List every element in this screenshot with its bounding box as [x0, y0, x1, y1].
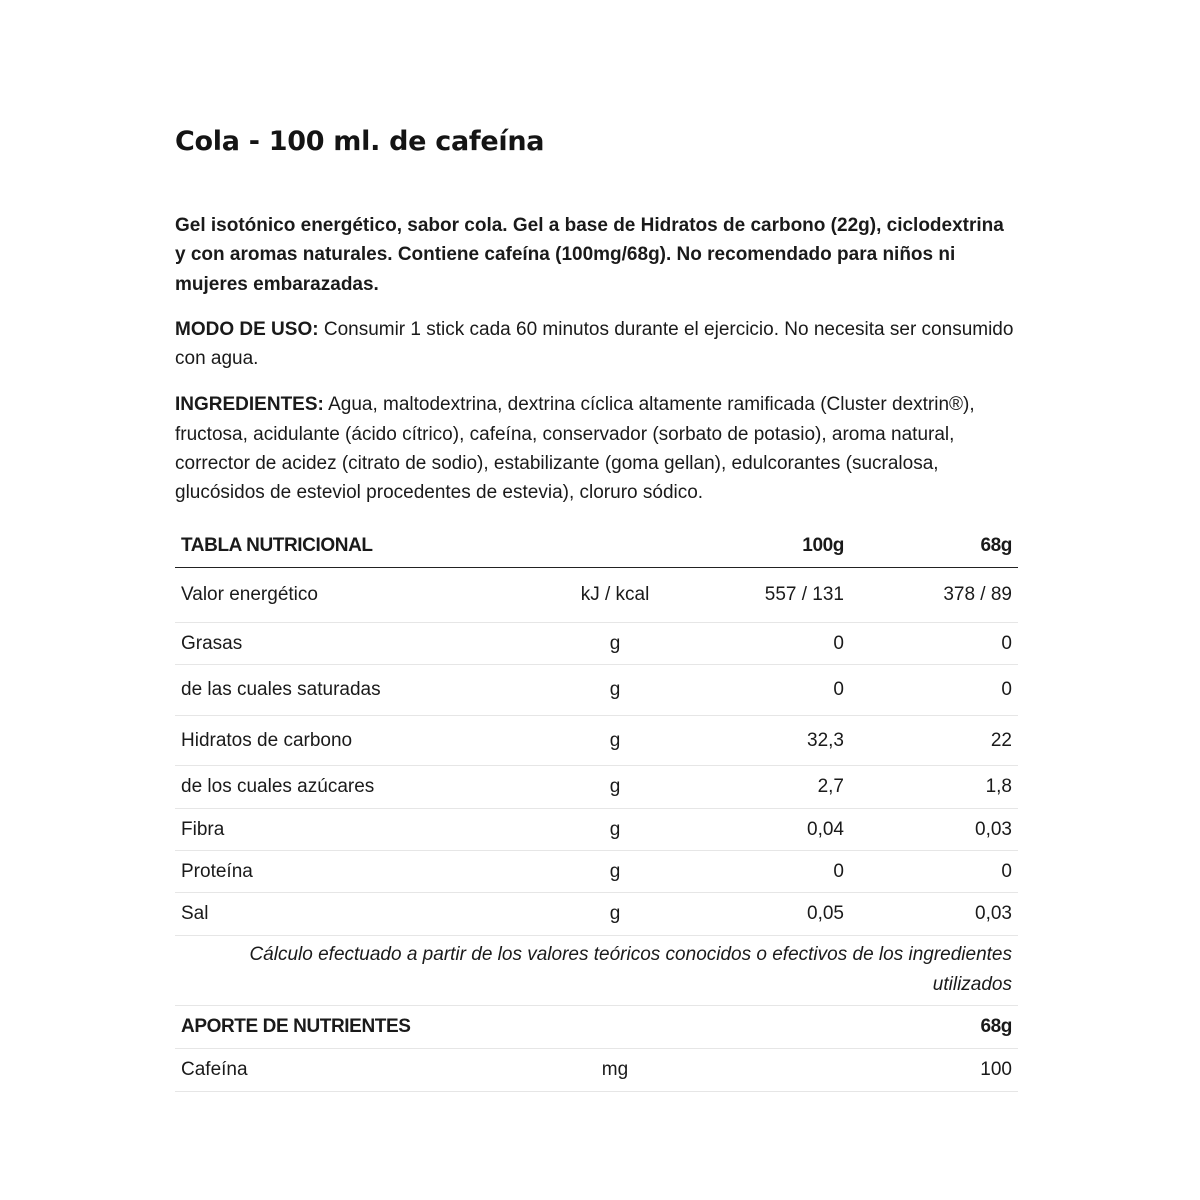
table-row: [175, 893, 1018, 936]
usage-text: Consumir 1 stick cada 60 minutos durante el ejercicio. No necesita ser consumido con agua.: [175, 318, 1014, 370]
value-per-68g: 0: [850, 665, 1018, 716]
column-header-68g: 68g: [850, 525, 1018, 568]
ingredients-paragraph: [175, 390, 1018, 507]
nutrient-unit: g: [545, 809, 685, 851]
nutrient-unit: kJ / kcal: [545, 568, 685, 623]
nutrition-table-header: [175, 525, 1018, 568]
value-per-68g: 0,03: [850, 893, 1018, 936]
nutrient-name: Cafeína: [175, 1049, 545, 1092]
table-row: [175, 766, 1018, 809]
nutrient-contribution-header: [175, 1006, 1018, 1049]
ingredients-text: Agua, maltodextrina, dextrina cíclica altamente ramificada (Cluster dextrin®), fructosa, acidulante (ácido cítrico), cafeína, conservador (sorbato de potasio), aroma natural, corrector de acidez (citrato de sodio), estabilizante (goma gellan), edulcorantes (sucralosa, glucósidos de esteviol procedentes de estevia), cloruro sódico.: [175, 394, 975, 504]
ingredients-label: INGREDIENTES:: [175, 394, 324, 416]
nutrient-name: Hidratos de carbono: [175, 716, 545, 766]
empty-cell: [685, 1049, 850, 1092]
nutrient-unit: g: [545, 665, 685, 716]
table-row: [175, 851, 1018, 893]
nutrient-name: Proteína: [175, 851, 545, 893]
nutrient-name: Grasas: [175, 623, 545, 665]
nutrient-unit: g: [545, 716, 685, 766]
value-per-68g: 0,03: [850, 809, 1018, 851]
usage-label: MODO DE USO:: [175, 318, 319, 340]
product-info: [175, 211, 1018, 508]
usage-paragraph: [175, 315, 1018, 374]
nutrient-unit: g: [545, 623, 685, 665]
value-per-100g: 0,04: [685, 809, 850, 851]
product-description: Gel isotónico energético, sabor cola. Gel a base de Hidratos de carbono (22g), ciclodextrina y con aromas naturales. Contiene cafeína (100mg/68g). No recomendado para niños ni mujeres embarazadas.: [175, 215, 1004, 295]
table-row: [175, 623, 1018, 665]
nutrient-contribution-title: APORTE DE NUTRIENTES: [175, 1006, 850, 1049]
value-per-100g: 32,3: [685, 716, 850, 766]
nutrient-unit: g: [545, 766, 685, 809]
value-per-68g: 1,8: [850, 766, 1018, 809]
value-per-68g: 378 / 89: [850, 568, 1018, 623]
value-per-68g: 100: [850, 1049, 1018, 1092]
calculation-note-row: [175, 936, 1018, 1006]
calculation-note: Cálculo efectuado a partir de los valores teóricos conocidos o efectivos de los ingredientes utilizados: [175, 936, 1018, 1006]
table-row: [175, 665, 1018, 716]
value-per-100g: 0,05: [685, 893, 850, 936]
nutrient-unit: g: [545, 851, 685, 893]
value-per-100g: 0: [685, 665, 850, 716]
nutrient-name: de las cuales saturadas: [175, 665, 545, 716]
value-per-100g: 0: [685, 851, 850, 893]
nutrient-name: de los cuales azúcares: [175, 766, 545, 809]
nutrient-unit: mg: [545, 1049, 685, 1092]
value-per-100g: 2,7: [685, 766, 850, 809]
value-per-100g: 0: [685, 623, 850, 665]
value-per-100g: 557 / 131: [685, 568, 850, 623]
value-per-68g: 0: [850, 851, 1018, 893]
table-row: [175, 1049, 1018, 1092]
nutrient-name: Fibra: [175, 809, 545, 851]
table-row: [175, 716, 1018, 766]
nutrition-table: [175, 525, 1018, 1092]
table-row: [175, 568, 1018, 623]
column-header-100g: 100g: [685, 525, 850, 568]
value-per-68g: 22: [850, 716, 1018, 766]
value-per-68g: 0: [850, 623, 1018, 665]
column-header-68g: 68g: [850, 1006, 1018, 1049]
page-title: Cola - 100 ml. de cafeína: [175, 126, 545, 157]
nutrient-unit: g: [545, 893, 685, 936]
nutrition-table-title: TABLA NUTRICIONAL: [175, 525, 685, 568]
nutrient-name: Sal: [175, 893, 545, 936]
table-row: [175, 809, 1018, 851]
nutrient-name: Valor energético: [175, 568, 545, 623]
